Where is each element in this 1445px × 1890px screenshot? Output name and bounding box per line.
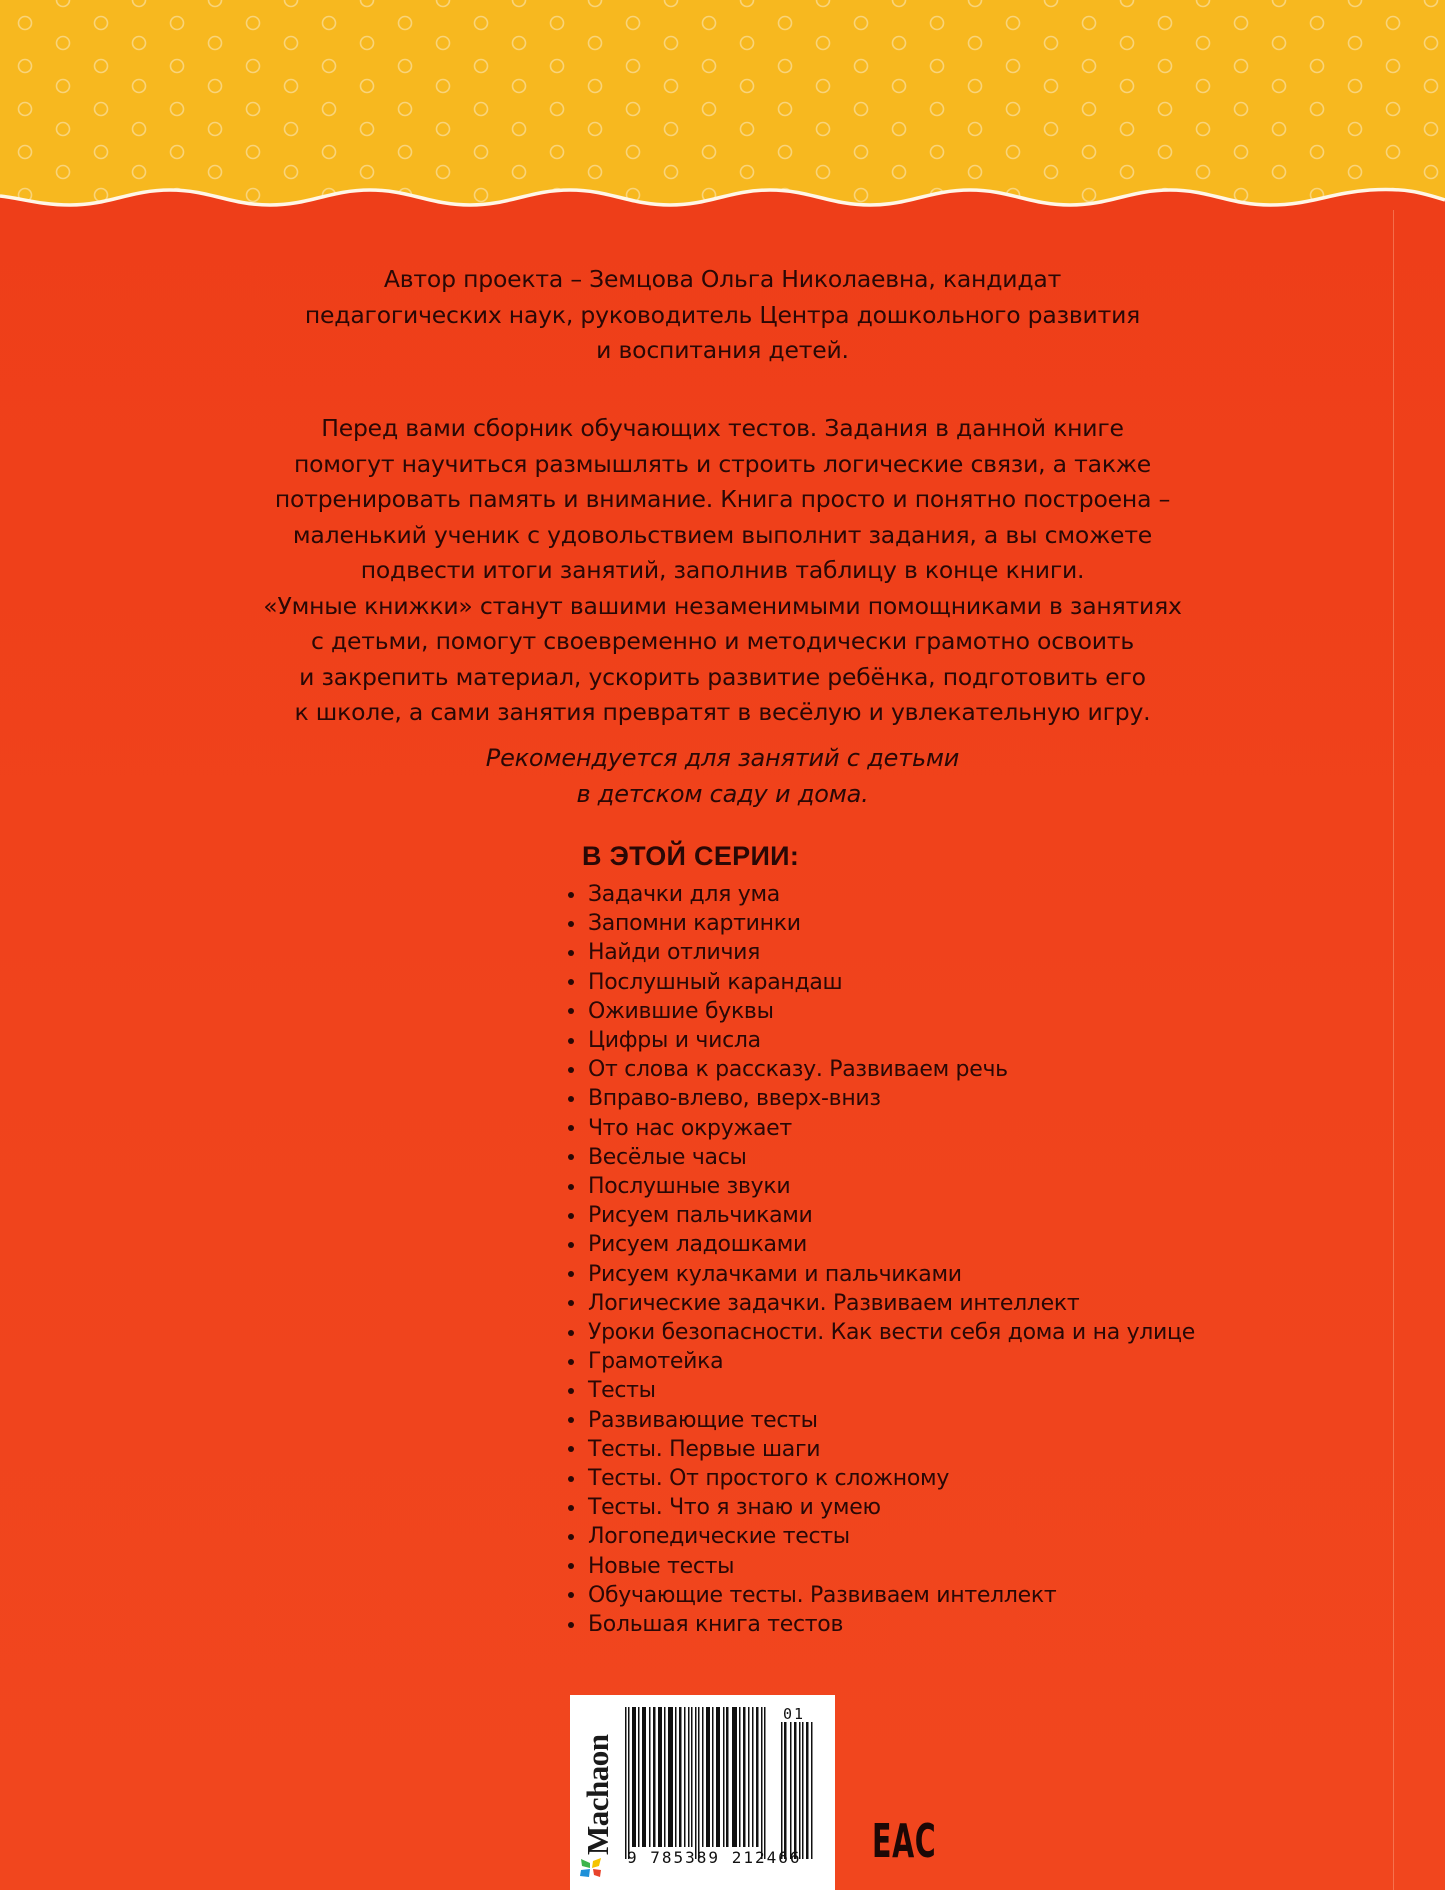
series-item — [568, 1230, 1195, 1259]
bullet-icon — [568, 1271, 574, 1277]
series-item — [568, 1493, 1195, 1522]
series-item — [568, 1143, 1195, 1172]
recommendation-line: в детском саду и дома. — [576, 780, 869, 808]
bullet-icon — [568, 1300, 574, 1306]
bullet-icon — [568, 1038, 574, 1044]
series-list — [568, 880, 1195, 1639]
recommendation-note — [0, 740, 1445, 812]
series-item-label: Обучающие тесты. Развиваем интеллект — [588, 1582, 1057, 1608]
series-item-label: Весёлые часы — [588, 1144, 747, 1170]
barcode-addon-number: 01 — [783, 1705, 806, 1723]
bullet-icon — [568, 1534, 574, 1540]
bullet-icon — [568, 921, 574, 927]
series-item-label: Вправо-влево, вверх-вниз — [588, 1086, 881, 1112]
series-item-label: Рисуем пальчиками — [588, 1203, 813, 1229]
series-item — [568, 1406, 1195, 1435]
series-item-label: Уроки безопасности. Как вести себя дома и на улице — [588, 1320, 1195, 1346]
bullet-icon — [568, 1563, 574, 1569]
series-item-label: Рисуем кулачками и пальчиками — [588, 1261, 962, 1287]
intro-line: помогут научиться размышлять и строить логические связи, а также — [293, 449, 1152, 478]
series-item-label: Тесты. Что я знаю и умею — [588, 1495, 881, 1521]
author-paragraph — [0, 262, 1445, 369]
bullet-icon — [568, 1417, 574, 1423]
series-item-label: Логопедические тесты — [588, 1524, 850, 1550]
bullet-icon — [568, 1592, 574, 1598]
bullet-icon — [568, 1446, 574, 1452]
series-item-label: Новые тесты — [588, 1553, 735, 1579]
eac-certification-mark: EAC — [872, 1814, 937, 1868]
series-item — [568, 1055, 1195, 1084]
series-item-label: Большая книга тестов — [588, 1612, 844, 1638]
series-heading: В ЭТОЙ СЕРИИ: — [582, 841, 800, 871]
bullet-icon — [568, 1067, 574, 1073]
series-item-label: Запомни картинки — [588, 911, 801, 937]
series-item-label: Тесты. Первые шаги — [588, 1436, 821, 1462]
bullet-icon — [568, 1505, 574, 1511]
series-item — [568, 1172, 1195, 1201]
bullet-icon — [568, 1622, 574, 1628]
intro-line: к школе, а сами занятия превратят в весёлую и увлекательную игру. — [294, 698, 1151, 726]
isbn-number: 9 785389 212466 — [627, 1848, 802, 1867]
bullet-icon — [568, 1388, 574, 1394]
intro-line: с детьми, помогут своевременно и методически грамотно освоить — [311, 627, 1134, 655]
bullet-icon — [568, 1125, 574, 1131]
series-item — [568, 1464, 1195, 1493]
series-item — [568, 1610, 1195, 1639]
series-item — [568, 938, 1195, 967]
series-item-label: Тесты — [588, 1378, 656, 1404]
bullet-icon — [568, 950, 574, 956]
bullet-icon — [568, 1096, 574, 1102]
series-item-label: Логические задачки. Развиваем интеллект — [588, 1290, 1080, 1316]
series-item-label: Послушный карандаш — [588, 969, 843, 995]
bullet-icon — [568, 1330, 574, 1336]
series-item — [568, 997, 1195, 1026]
series-item — [568, 1552, 1195, 1581]
intro-paragraph — [0, 411, 1445, 731]
author-line: и воспитания детей. — [596, 336, 849, 364]
author-line: Автор проекта – Земцова Ольга Николаевна, кандидат — [383, 265, 1062, 293]
series-item — [568, 1318, 1195, 1347]
intro-line: «Умные книжки» станут вашими незаменимыми помощниками в занятиях — [263, 591, 1182, 620]
bullet-icon — [568, 1213, 574, 1219]
series-item-label: Что нас окружает — [588, 1115, 792, 1141]
series-item-label: Развивающие тесты — [588, 1407, 818, 1433]
bullet-icon — [568, 1154, 574, 1160]
series-item — [568, 1522, 1195, 1551]
intro-line: и закрепить материал, ускорить развитие ребёнка, подготовить его — [299, 662, 1146, 691]
series-item-label: Найди отличия — [588, 940, 761, 966]
series-item — [568, 1376, 1195, 1405]
series-item-label: Грамотейка — [588, 1349, 724, 1375]
series-item-label: Задачки для ума — [588, 882, 780, 907]
bullet-icon — [568, 979, 574, 985]
yellow-header-band — [0, 0, 1445, 215]
series-item — [568, 1289, 1195, 1318]
series-item — [568, 1435, 1195, 1464]
series-item-label: Цифры и числа — [588, 1028, 761, 1054]
series-item — [568, 880, 1195, 909]
bullet-icon — [568, 1242, 574, 1248]
bullet-icon — [568, 1359, 574, 1365]
barcode-panel — [570, 1695, 835, 1890]
intro-line: Перед вами сборник обучающих тестов. Задания в данной книге — [321, 414, 1124, 442]
intro-line: маленький ученик с удовольствием выполнит задания, а вы сможете — [292, 520, 1153, 549]
series-item — [568, 1581, 1195, 1610]
intro-line: потренировать память и внимание. Книга просто и понятно построена – — [274, 485, 1171, 513]
series-item — [568, 909, 1195, 938]
bullet-icon — [568, 1184, 574, 1190]
publisher-name: Machaon — [580, 1734, 615, 1855]
series-item — [568, 1114, 1195, 1143]
series-item-label: Рисуем ладошками — [588, 1232, 808, 1258]
author-line: педагогических наук, руководитель Центра дошкольного развития — [304, 300, 1141, 329]
series-item — [568, 968, 1195, 997]
recommendation-line: Рекомендуется для занятий с детьми — [485, 744, 960, 772]
bullet-icon — [568, 1008, 574, 1014]
series-item — [568, 1201, 1195, 1230]
series-item — [568, 1260, 1195, 1289]
series-item-label: От слова к рассказу. Развиваем речь — [588, 1057, 1008, 1083]
series-item-label: Ожившие буквы — [588, 998, 774, 1024]
series-item-label: Тесты. От простого к сложному — [588, 1466, 950, 1492]
series-item — [568, 1084, 1195, 1113]
series-item — [568, 1026, 1195, 1055]
bullet-icon — [568, 1476, 574, 1482]
series-item-label: Послушные звуки — [588, 1174, 791, 1200]
intro-line: подвести итоги занятий, заполнив таблицу в конце книги. — [360, 556, 1085, 584]
series-item — [568, 1347, 1195, 1376]
bullet-icon — [568, 892, 574, 898]
